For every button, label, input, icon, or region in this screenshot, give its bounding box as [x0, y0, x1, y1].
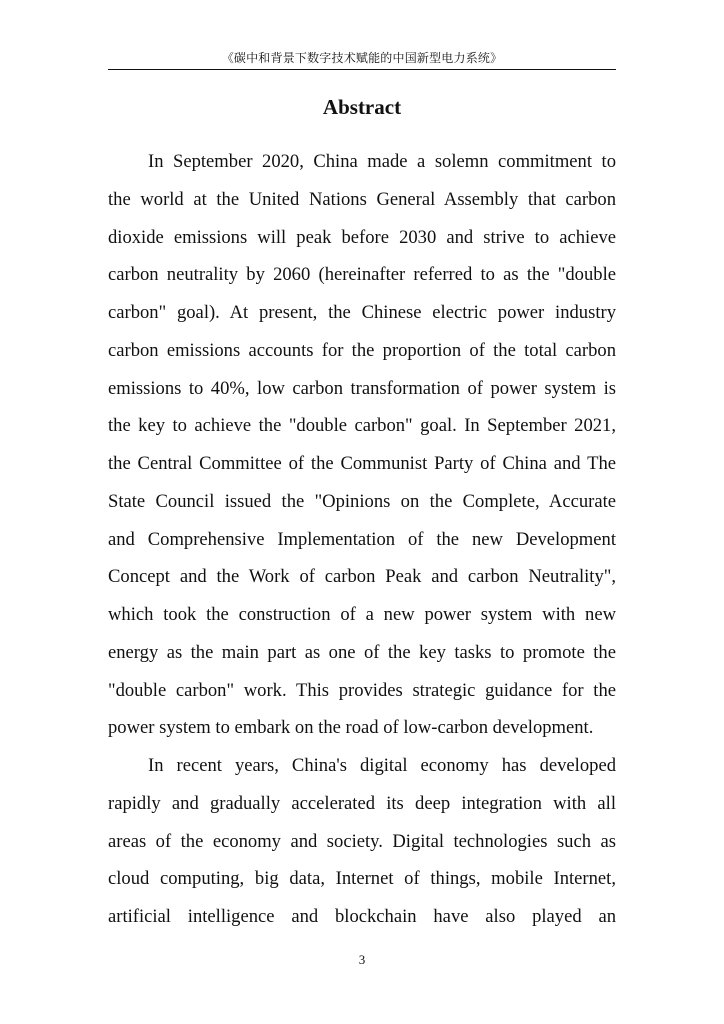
text-line: the key to achieve the "double carbon" goal. In September 2021,: [108, 415, 616, 437]
text-line: carbon emissions accounts for the proportion of the total carbon: [108, 339, 616, 361]
text-line: and Comprehensive Implementation of the new Development: [108, 528, 616, 550]
text-line: In September 2020, China made a solemn commitment to: [148, 151, 616, 172]
header-divider: [108, 69, 616, 70]
text-line: carbon" goal). At present, the Chinese electric power industry: [108, 302, 616, 323]
text-line: power system to embark on the road of low-carbon development.: [108, 717, 594, 739]
paragraph-2: [108, 747, 616, 936]
text-line: Concept and the Work of carbon Peak and carbon Neutrality",: [108, 566, 616, 588]
text-line: the Central Committee of the Communist Party of China and The: [108, 453, 616, 474]
page-number: 3: [358, 952, 366, 967]
abstract-body: [108, 143, 616, 936]
text-line: cloud computing, big data, Internet of things, mobile Internet,: [108, 868, 616, 890]
running-header: 《碳中和背景下数字技术赋能的中国新型电力系统》: [221, 51, 503, 65]
text-line: artificial intelligence and blockchain have also played an: [108, 906, 616, 927]
text-line: State Council issued the "Opinions on the Complete, Accurate: [108, 490, 616, 512]
text-line: emissions to 40%, low carbon transformation of power system is: [108, 377, 616, 399]
text-line: areas of the economy and society. Digital technologies such as: [108, 830, 616, 852]
text-line: the world at the United Nations General Assembly that carbon: [108, 188, 616, 210]
page-title: Abstract: [322, 95, 402, 119]
paragraph-1: [108, 143, 616, 747]
text-line: In recent years, China's digital economy has developed: [148, 755, 616, 776]
text-line: energy as the main part as one of the key tasks to promote the: [108, 641, 616, 663]
text-line: dioxide emissions will peak before 2030 and strive to achieve: [108, 226, 616, 248]
text-line: carbon neutrality by 2060 (hereinafter referred to as the "double: [108, 264, 616, 286]
text-line: "double carbon" work. This provides strategic guidance for the: [108, 679, 616, 701]
text-line: rapidly and gradually accelerated its deep integration with all: [108, 792, 616, 814]
text-line: which took the construction of a new power system with new: [108, 604, 616, 625]
